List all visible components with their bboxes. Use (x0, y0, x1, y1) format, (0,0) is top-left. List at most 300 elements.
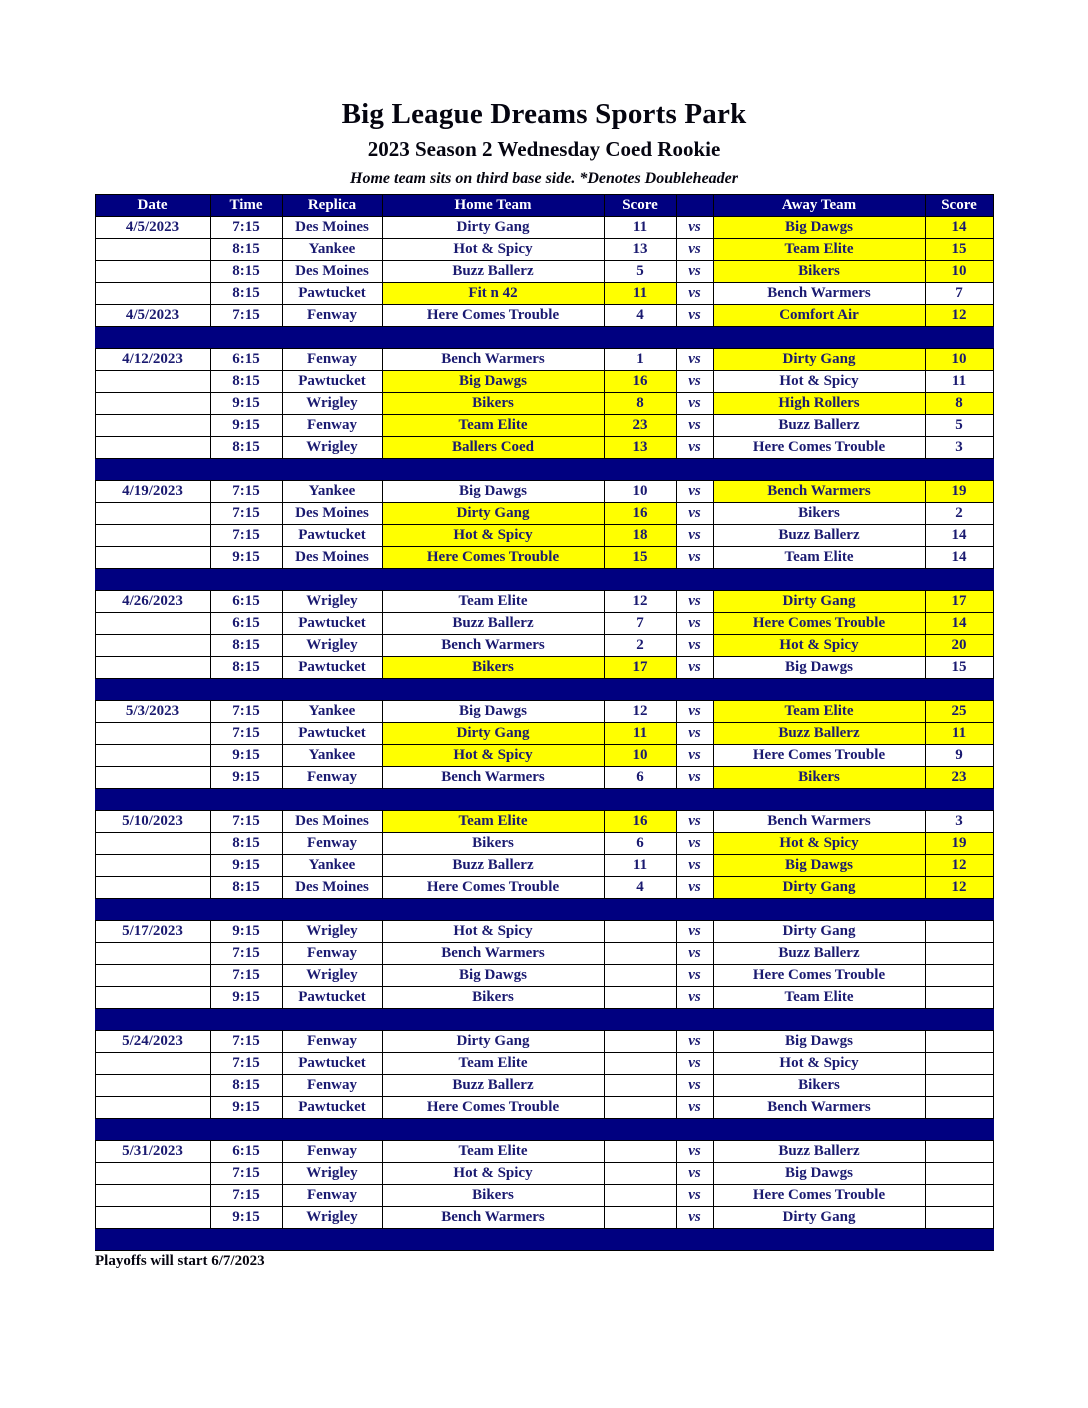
vs-cell: vs (676, 525, 713, 547)
vs-cell: vs (676, 1163, 713, 1185)
time-cell: 6:15 (210, 613, 282, 635)
home-score-cell: 13 (604, 437, 676, 459)
game-row (95, 987, 993, 1009)
home-team-cell: Here Comes Trouble (382, 305, 604, 327)
date-cell (95, 371, 210, 393)
replica-cell: Pawtucket (282, 525, 382, 547)
game-row (95, 833, 993, 855)
away-score-cell: 14 (925, 613, 993, 635)
away-score-cell: 8 (925, 393, 993, 415)
game-row (95, 921, 993, 943)
game-row (95, 437, 993, 459)
game-row (95, 1031, 993, 1053)
away-score-cell: 11 (925, 371, 993, 393)
game-row (95, 283, 993, 305)
game-row (95, 701, 993, 723)
time-cell: 9:15 (210, 855, 282, 877)
home-score-cell (604, 1207, 676, 1229)
vs-cell: vs (676, 481, 713, 503)
week-separator (95, 569, 993, 591)
home-team-cell: Fit n 42 (382, 283, 604, 305)
away-score-cell (925, 965, 993, 987)
time-cell: 8:15 (210, 437, 282, 459)
replica-cell: Fenway (282, 767, 382, 789)
away-score-cell: 15 (925, 239, 993, 261)
home-score-cell: 16 (604, 503, 676, 525)
home-team-cell: Here Comes Trouble (382, 877, 604, 899)
vs-cell: vs (676, 305, 713, 327)
replica-cell: Wrigley (282, 921, 382, 943)
home-team-cell: Dirty Gang (382, 217, 604, 239)
home-team-cell: Here Comes Trouble (382, 1097, 604, 1119)
week-separator (95, 1009, 993, 1031)
home-team-cell: Buzz Ballerz (382, 261, 604, 283)
date-cell: 4/5/2023 (95, 217, 210, 239)
date-cell (95, 283, 210, 305)
week-separator (95, 1229, 993, 1251)
home-team-note: Home team sits on third base side. *Denotes Doubleheader (350, 170, 738, 187)
replica-cell: Fenway (282, 833, 382, 855)
date-cell (95, 415, 210, 437)
away-score-cell (925, 1053, 993, 1075)
vs-cell: vs (676, 239, 713, 261)
away-score-cell (925, 987, 993, 1009)
time-cell: 7:15 (210, 701, 282, 723)
replica-cell: Pawtucket (282, 613, 382, 635)
home-score-cell: 2 (604, 635, 676, 657)
away-team-cell: High Rollers (713, 393, 925, 415)
col-header-home-team: Home Team (382, 195, 604, 217)
date-cell: 5/31/2023 (95, 1141, 210, 1163)
week-separator-row (95, 327, 993, 349)
away-team-cell: Here Comes Trouble (713, 745, 925, 767)
date-cell: 5/3/2023 (95, 701, 210, 723)
replica-cell: Yankee (282, 481, 382, 503)
home-score-cell: 11 (604, 283, 676, 305)
replica-cell: Pawtucket (282, 1053, 382, 1075)
time-cell: 7:15 (210, 503, 282, 525)
home-score-cell (604, 1097, 676, 1119)
away-team-cell: Buzz Ballerz (713, 1141, 925, 1163)
replica-cell: Yankee (282, 745, 382, 767)
home-team-cell: Team Elite (382, 811, 604, 833)
away-score-cell: 12 (925, 855, 993, 877)
away-team-cell: Bench Warmers (713, 811, 925, 833)
home-team-cell: Ballers Coed (382, 437, 604, 459)
date-cell (95, 239, 210, 261)
away-team-cell: Big Dawgs (713, 1031, 925, 1053)
away-score-cell: 15 (925, 657, 993, 679)
col-header-away-team: Away Team (713, 195, 925, 217)
away-score-cell (925, 943, 993, 965)
vs-cell: vs (676, 349, 713, 371)
away-team-cell: Dirty Gang (713, 591, 925, 613)
away-team-cell: Buzz Ballerz (713, 525, 925, 547)
week-separator (95, 789, 993, 811)
week-separator (95, 679, 993, 701)
home-score-cell: 8 (604, 393, 676, 415)
home-score-cell: 12 (604, 701, 676, 723)
page-title: Big League Dreams Sports Park (341, 98, 747, 130)
replica-cell: Pawtucket (282, 371, 382, 393)
home-score-cell: 12 (604, 591, 676, 613)
time-cell: 8:15 (210, 371, 282, 393)
home-score-cell: 16 (604, 811, 676, 833)
game-row (95, 811, 993, 833)
playoffs-note: Playoffs will start 6/7/2023 (95, 1253, 265, 1269)
time-cell: 7:15 (210, 723, 282, 745)
away-team-cell: Big Dawgs (713, 217, 925, 239)
game-row (95, 239, 993, 261)
game-row (95, 305, 993, 327)
replica-cell: Yankee (282, 239, 382, 261)
date-cell (95, 657, 210, 679)
home-score-cell (604, 1141, 676, 1163)
vs-cell: vs (676, 987, 713, 1009)
vs-cell: vs (676, 701, 713, 723)
home-team-cell: Hot & Spicy (382, 525, 604, 547)
away-team-cell: Bikers (713, 767, 925, 789)
week-separator-row (95, 1229, 993, 1251)
time-cell: 8:15 (210, 283, 282, 305)
date-cell (95, 877, 210, 899)
week-separator-row (95, 1119, 993, 1141)
home-score-cell (604, 1185, 676, 1207)
game-row (95, 657, 993, 679)
home-score-cell: 10 (604, 745, 676, 767)
home-score-cell (604, 1031, 676, 1053)
game-row (95, 1207, 993, 1229)
home-score-cell: 7 (604, 613, 676, 635)
vs-cell: vs (676, 613, 713, 635)
away-score-cell: 14 (925, 217, 993, 239)
vs-cell: vs (676, 503, 713, 525)
game-row (95, 877, 993, 899)
replica-cell: Fenway (282, 1031, 382, 1053)
date-cell (95, 833, 210, 855)
away-team-cell: Big Dawgs (713, 1163, 925, 1185)
away-score-cell (925, 1163, 993, 1185)
away-team-cell: Here Comes Trouble (713, 965, 925, 987)
replica-cell: Des Moines (282, 217, 382, 239)
away-team-cell: Bikers (713, 261, 925, 283)
col-header-vs (676, 195, 713, 217)
away-team-cell: Team Elite (713, 987, 925, 1009)
date-cell (95, 1207, 210, 1229)
page-subtitle: 2023 Season 2 Wednesday Coed Rookie (367, 137, 721, 161)
date-cell (95, 855, 210, 877)
col-header-date: Date (95, 195, 210, 217)
replica-cell: Fenway (282, 349, 382, 371)
home-team-cell: Here Comes Trouble (382, 547, 604, 569)
home-score-cell: 10 (604, 481, 676, 503)
home-score-cell (604, 987, 676, 1009)
time-cell: 9:15 (210, 745, 282, 767)
replica-cell: Pawtucket (282, 283, 382, 305)
away-score-cell: 17 (925, 591, 993, 613)
home-score-cell: 4 (604, 305, 676, 327)
home-score-cell: 16 (604, 371, 676, 393)
vs-cell: vs (676, 393, 713, 415)
replica-cell: Fenway (282, 305, 382, 327)
away-team-cell: Team Elite (713, 701, 925, 723)
home-score-cell: 4 (604, 877, 676, 899)
replica-cell: Wrigley (282, 635, 382, 657)
home-team-cell: Team Elite (382, 415, 604, 437)
game-row (95, 503, 993, 525)
week-separator (95, 459, 993, 481)
away-score-cell: 12 (925, 877, 993, 899)
week-separator-row (95, 899, 993, 921)
away-score-cell (925, 1075, 993, 1097)
away-team-cell: Comfort Air (713, 305, 925, 327)
home-score-cell: 23 (604, 415, 676, 437)
home-score-cell: 11 (604, 217, 676, 239)
away-team-cell: Here Comes Trouble (713, 437, 925, 459)
replica-cell: Des Moines (282, 503, 382, 525)
away-team-cell: Hot & Spicy (713, 635, 925, 657)
home-team-cell: Hot & Spicy (382, 239, 604, 261)
away-score-cell: 5 (925, 415, 993, 437)
vs-cell: vs (676, 261, 713, 283)
vs-cell: vs (676, 591, 713, 613)
time-cell: 8:15 (210, 657, 282, 679)
away-team-cell: Buzz Ballerz (713, 415, 925, 437)
time-cell: 8:15 (210, 239, 282, 261)
home-score-cell: 15 (604, 547, 676, 569)
vs-cell: vs (676, 1185, 713, 1207)
home-team-cell: Hot & Spicy (382, 745, 604, 767)
time-cell: 7:15 (210, 1053, 282, 1075)
game-row (95, 371, 993, 393)
replica-cell: Des Moines (282, 811, 382, 833)
time-cell: 9:15 (210, 393, 282, 415)
date-cell (95, 943, 210, 965)
schedule-table (95, 194, 994, 1251)
time-cell: 7:15 (210, 943, 282, 965)
date-cell (95, 437, 210, 459)
game-row (95, 217, 993, 239)
away-score-cell: 10 (925, 261, 993, 283)
game-row (95, 525, 993, 547)
home-team-cell: Bikers (382, 1185, 604, 1207)
time-cell: 9:15 (210, 921, 282, 943)
away-score-cell: 12 (925, 305, 993, 327)
time-cell: 8:15 (210, 635, 282, 657)
time-cell: 9:15 (210, 1097, 282, 1119)
date-cell (95, 635, 210, 657)
away-score-cell: 10 (925, 349, 993, 371)
date-cell (95, 393, 210, 415)
game-row (95, 745, 993, 767)
away-score-cell (925, 1141, 993, 1163)
away-score-cell (925, 921, 993, 943)
week-separator-row (95, 1009, 993, 1031)
away-score-cell: 3 (925, 437, 993, 459)
home-team-cell: Bikers (382, 657, 604, 679)
time-cell: 9:15 (210, 1207, 282, 1229)
date-cell (95, 745, 210, 767)
replica-cell: Pawtucket (282, 987, 382, 1009)
home-team-cell: Dirty Gang (382, 1031, 604, 1053)
time-cell: 8:15 (210, 877, 282, 899)
away-score-cell: 14 (925, 547, 993, 569)
replica-cell: Fenway (282, 1185, 382, 1207)
away-team-cell: Dirty Gang (713, 921, 925, 943)
away-score-cell (925, 1207, 993, 1229)
home-score-cell (604, 1163, 676, 1185)
home-team-cell: Team Elite (382, 1053, 604, 1075)
away-team-cell: Hot & Spicy (713, 371, 925, 393)
replica-cell: Fenway (282, 415, 382, 437)
replica-cell: Yankee (282, 701, 382, 723)
game-row (95, 1075, 993, 1097)
time-cell: 8:15 (210, 261, 282, 283)
home-team-cell: Big Dawgs (382, 965, 604, 987)
game-row (95, 415, 993, 437)
away-team-cell: Buzz Ballerz (713, 723, 925, 745)
replica-cell: Wrigley (282, 1163, 382, 1185)
vs-cell: vs (676, 217, 713, 239)
vs-cell: vs (676, 921, 713, 943)
away-score-cell: 7 (925, 283, 993, 305)
away-score-cell: 2 (925, 503, 993, 525)
game-row (95, 855, 993, 877)
game-row (95, 943, 993, 965)
home-score-cell: 17 (604, 657, 676, 679)
away-score-cell: 20 (925, 635, 993, 657)
vs-cell: vs (676, 1031, 713, 1053)
away-team-cell: Big Dawgs (713, 855, 925, 877)
away-score-cell (925, 1185, 993, 1207)
away-score-cell (925, 1097, 993, 1119)
replica-cell: Des Moines (282, 877, 382, 899)
away-team-cell: Dirty Gang (713, 349, 925, 371)
time-cell: 7:15 (210, 811, 282, 833)
col-header-score: Score (925, 195, 993, 217)
replica-cell: Wrigley (282, 965, 382, 987)
schedule-table-header (95, 195, 993, 217)
vs-cell: vs (676, 415, 713, 437)
vs-cell: vs (676, 723, 713, 745)
date-cell: 5/10/2023 (95, 811, 210, 833)
game-row (95, 723, 993, 745)
vs-cell: vs (676, 635, 713, 657)
game-row (95, 1141, 993, 1163)
home-team-cell: Dirty Gang (382, 723, 604, 745)
game-row (95, 635, 993, 657)
time-cell: 7:15 (210, 305, 282, 327)
home-score-cell: 6 (604, 767, 676, 789)
home-score-cell (604, 943, 676, 965)
away-team-cell: Team Elite (713, 239, 925, 261)
away-score-cell: 3 (925, 811, 993, 833)
time-cell: 7:15 (210, 1031, 282, 1053)
vs-cell: vs (676, 547, 713, 569)
vs-cell: vs (676, 1097, 713, 1119)
home-team-cell: Bench Warmers (382, 767, 604, 789)
home-score-cell: 11 (604, 723, 676, 745)
game-row (95, 767, 993, 789)
away-team-cell: Hot & Spicy (713, 1053, 925, 1075)
date-cell (95, 965, 210, 987)
game-row (95, 1185, 993, 1207)
vs-cell: vs (676, 1141, 713, 1163)
home-team-cell: Team Elite (382, 1141, 604, 1163)
home-team-cell: Team Elite (382, 591, 604, 613)
home-score-cell: 13 (604, 239, 676, 261)
away-team-cell: Big Dawgs (713, 657, 925, 679)
replica-cell: Fenway (282, 1141, 382, 1163)
vs-cell: vs (676, 1207, 713, 1229)
date-cell (95, 1163, 210, 1185)
game-row (95, 965, 993, 987)
header-row (95, 195, 993, 217)
home-team-cell: Buzz Ballerz (382, 613, 604, 635)
week-separator (95, 327, 993, 349)
home-score-cell: 1 (604, 349, 676, 371)
home-team-cell: Bench Warmers (382, 635, 604, 657)
date-cell (95, 503, 210, 525)
game-row (95, 1053, 993, 1075)
home-team-cell: Bench Warmers (382, 349, 604, 371)
time-cell: 7:15 (210, 481, 282, 503)
game-row (95, 1163, 993, 1185)
date-cell: 4/5/2023 (95, 305, 210, 327)
away-score-cell: 19 (925, 481, 993, 503)
vs-cell: vs (676, 855, 713, 877)
home-team-cell: Big Dawgs (382, 701, 604, 723)
replica-cell: Yankee (282, 855, 382, 877)
week-separator-row (95, 569, 993, 591)
vs-cell: vs (676, 283, 713, 305)
game-row (95, 349, 993, 371)
home-team-cell: Big Dawgs (382, 371, 604, 393)
date-cell (95, 767, 210, 789)
replica-cell: Fenway (282, 943, 382, 965)
date-cell (95, 613, 210, 635)
time-cell: 8:15 (210, 1075, 282, 1097)
date-cell (95, 1097, 210, 1119)
vs-cell: vs (676, 1053, 713, 1075)
home-score-cell: 18 (604, 525, 676, 547)
game-row (95, 261, 993, 283)
game-row (95, 481, 993, 503)
home-score-cell: 5 (604, 261, 676, 283)
home-team-cell: Hot & Spicy (382, 1163, 604, 1185)
home-score-cell (604, 965, 676, 987)
away-team-cell: Dirty Gang (713, 877, 925, 899)
home-team-cell: Bikers (382, 393, 604, 415)
date-cell (95, 525, 210, 547)
home-team-cell: Bench Warmers (382, 1207, 604, 1229)
vs-cell: vs (676, 833, 713, 855)
week-separator-row (95, 789, 993, 811)
away-team-cell: Buzz Ballerz (713, 943, 925, 965)
home-team-cell: Bikers (382, 987, 604, 1009)
vs-cell: vs (676, 657, 713, 679)
time-cell: 7:15 (210, 1163, 282, 1185)
date-cell (95, 1185, 210, 1207)
away-team-cell: Bikers (713, 1075, 925, 1097)
time-cell: 9:15 (210, 767, 282, 789)
game-row (95, 547, 993, 569)
replica-cell: Wrigley (282, 1207, 382, 1229)
replica-cell: Wrigley (282, 393, 382, 415)
time-cell: 9:15 (210, 547, 282, 569)
home-score-cell (604, 1075, 676, 1097)
replica-cell: Wrigley (282, 437, 382, 459)
